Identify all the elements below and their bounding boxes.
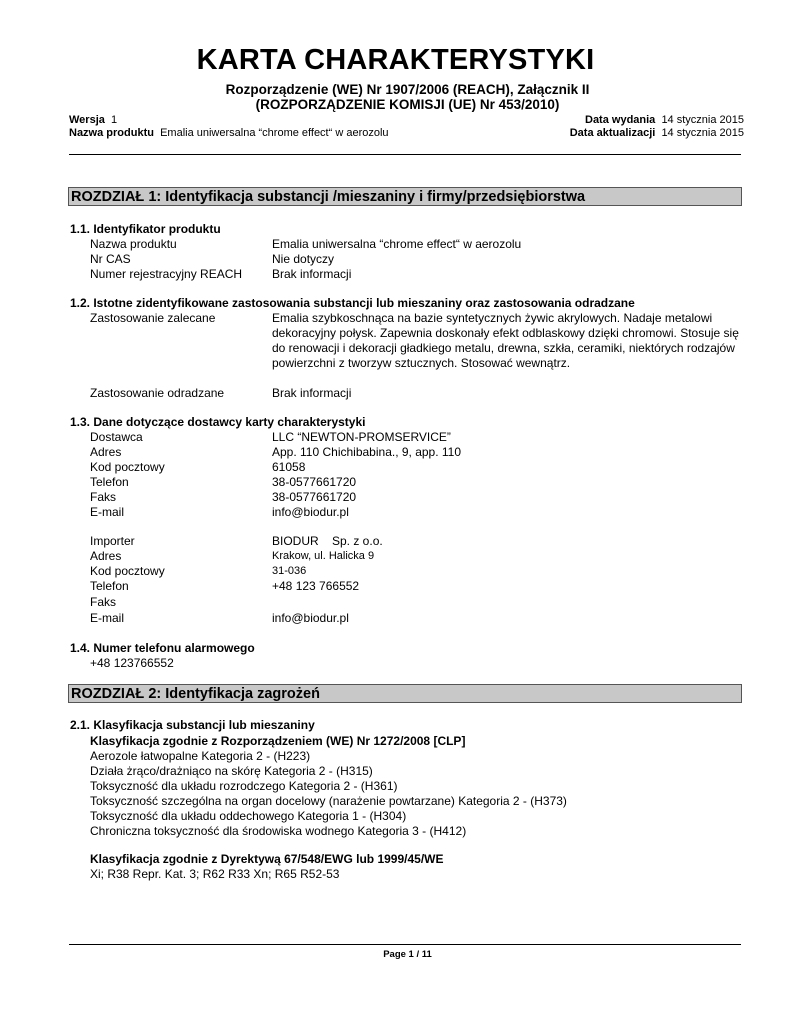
importer-phone-value: +48 123 766552 (272, 579, 360, 593)
hazard-item: Działa żrąco/drażniąco na skórę Kategoria 2 - (H315) (90, 764, 373, 778)
section-1-2-heading: 1.2. Istotne zidentyfikowane zastosowania substancji lub mieszaniny oraz zastosowania odradzane (70, 296, 635, 310)
importer-fax-label: Faks (90, 595, 117, 609)
importer-address-value: Krakow, ul. Halicka 9 (272, 550, 375, 562)
regulation-subtitle: Rozporządzenie (WE) Nr 1907/2006 (REACH), Załącznik II (225, 82, 590, 97)
section-2-1-heading: 2.1. Klasyfikacja substancji lub mieszaniny (70, 718, 315, 732)
page-number: Page 1 / 11 (383, 949, 432, 960)
update-date-value: 14 stycznia 2015 (661, 127, 744, 139)
update-date-line (570, 127, 744, 139)
emergency-phone-value: +48 123766552 (90, 656, 174, 670)
section-1-header: ROZDZIAŁ 1: Identyfikacja substancji /mieszaniny i firmy/przedsiębiorstwa (68, 187, 742, 206)
issue-date-value: 14 stycznia 2015 (661, 114, 744, 126)
field-value: Brak informacji (272, 267, 352, 281)
field-label: Nazwa produktu (90, 237, 177, 251)
recommended-use-text: Emalia szybkoschnąca na bazie syntetycznych żywic akrylowych. Nadaje metalowi dekoracyjny połysk. Zapewnia doskonały efekt odblaskowy dzięki chromowi. Stosuje się do renowacji i dekoracji gładkiego metalu, drewna, szkła, ceramiki, niektórych rodzajów powierzchni z tworzyw sztucznych. Stosować wewnątrz. (272, 311, 739, 370)
supplier-fax-value: 38-0577661720 (272, 490, 357, 504)
hazard-item: Toksyczność szczególna na organ docelowy (narażenie powtarzane) Kategoria 2 - (H373) (90, 794, 567, 808)
product-name-label: Nazwa produktu (69, 127, 154, 139)
product-name-value: Emalia uniwersalna “chrome effect“ w aerozolu (160, 127, 389, 139)
header-divider (69, 154, 741, 155)
supplier-address-label: Adres (90, 445, 122, 459)
discouraged-use-value: Brak informacji (272, 386, 352, 400)
hazard-item: Chroniczna toksyczność dla środowiska wodnego Kategoria 3 - (H412) (90, 824, 467, 838)
hazard-item: Aerozole łatwopalne Kategoria 2 - (H223) (90, 749, 311, 763)
version-line (69, 114, 117, 126)
footer-divider (69, 944, 741, 945)
supplier-postal-value: 61058 (272, 460, 306, 474)
importer-value: BIODUR Sp. z o.o. (272, 534, 383, 548)
directive-classification-heading: Klasyfikacja zgodnie z Dyrektywą 67/548/EWG lub 1999/45/WE (90, 852, 444, 866)
product-name-line (69, 127, 389, 139)
importer-email-value: info@biodur.pl (272, 611, 349, 625)
field-label: Nr CAS (90, 252, 131, 266)
supplier-email-value: info@biodur.pl (272, 505, 349, 519)
version-label: Wersja (69, 114, 105, 126)
directive-classification-value: Xi; R38 Repr. Kat. 3; R62 R33 Xn; R65 R52-53 (90, 867, 340, 881)
field-label: Numer rejestracyjny REACH (90, 267, 243, 281)
section-1-3-heading: 1.3. Dane dotyczące dostawcy karty charakterystyki (70, 415, 366, 429)
supplier-email-label: E-mail (90, 505, 125, 519)
supplier-address-value: App. 110 Chichibabina., 9, app. 110 (272, 445, 462, 459)
clp-classification-heading: Klasyfikacja zgodnie z Rozporządzeniem (WE) Nr 1272/2008 [CLP] (90, 734, 466, 748)
section-1-1-heading: 1.1. Identyfikator produktu (70, 222, 221, 236)
importer-phone-label: Telefon (90, 579, 129, 593)
version-value: 1 (111, 114, 118, 126)
supplier-value: LLC “NEWTON-PROMSERVICE” (272, 430, 451, 444)
issue-date-label: Data wydania (585, 114, 656, 126)
importer-address-label: Adres (90, 549, 122, 563)
supplier-phone-label: Telefon (90, 475, 129, 489)
supplier-label: Dostawca (90, 430, 143, 444)
importer-postal-value: 31-036 (272, 565, 307, 577)
field-value: Emalia uniwersalna “chrome effect“ w aerozolu (272, 237, 522, 251)
importer-email-label: E-mail (90, 611, 125, 625)
supplier-postal-label: Kod pocztowy (90, 460, 165, 474)
supplier-fax-label: Faks (90, 490, 117, 504)
section-2-header: ROZDZIAŁ 2: Identyfikacja zagrożeń (68, 684, 742, 703)
update-date-label: Data aktualizacji (569, 127, 656, 139)
hazard-item: Toksyczność dla układu rozrodczego Kategoria 2 - (H361) (90, 779, 398, 793)
discouraged-use-label: Zastosowanie odradzane (90, 386, 225, 400)
recommended-use-label: Zastosowanie zalecane (90, 311, 216, 325)
importer-postal-label: Kod pocztowy (90, 564, 165, 578)
issue-date-line (585, 114, 744, 126)
section-1-4-heading: 1.4. Numer telefonu alarmowego (70, 641, 255, 655)
importer-label: Importer (90, 534, 135, 548)
regulation-subtitle-2: (ROZPORZĄDZENIE KOMISJI (UE) Nr 453/2010) (255, 97, 560, 112)
supplier-phone-value: 38-0577661720 (272, 475, 357, 489)
document-title: KARTA CHARAKTERYSTYKI (196, 44, 595, 76)
field-value: Nie dotyczy (272, 252, 335, 266)
hazard-item: Toksyczność dla układu oddechowego Kategoria 1 - (H304) (90, 809, 407, 823)
